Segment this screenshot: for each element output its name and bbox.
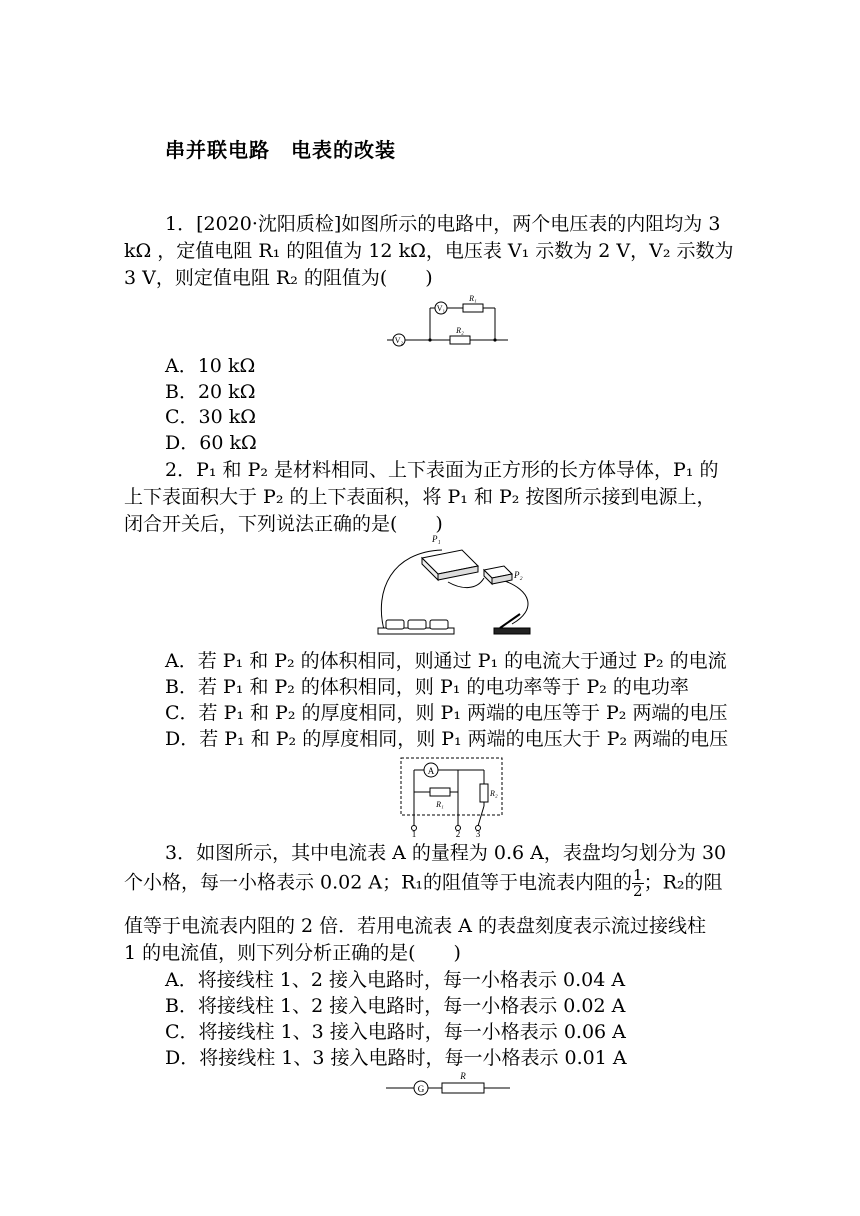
q3-terminal-3: 3 [475, 829, 481, 838]
q3-option-c: C．将接线柱 1、3 接入电路时，每一小格表示 0.06 A [165, 1021, 626, 1043]
q3-fraction-den: 2 [633, 882, 643, 900]
q1-stem-line-1: 1．[2020·沈阳质检]如图所示的电路中，两个电压表的内阻均为 3 [165, 213, 721, 235]
q3-r1-label: R₁ [436, 800, 444, 809]
q1-option-c: C．30 kΩ [165, 406, 257, 428]
q1-stem-line-2: kΩ ，定值电阻 R₁ 的阻值为 12 kΩ，电压表 V₁ 示数为 2 V，V₂ 示数为 [124, 240, 734, 262]
q3-stem-line-2 [124, 868, 723, 899]
q3-r2-label: R₂ [490, 789, 498, 798]
q1-option-b: B．20 kΩ [165, 381, 256, 403]
q2-stem-line-2: 上下表面积大于 P₂ 的上下表面积，将 P₁ 和 P₂ 按图所示接到电源上， [124, 486, 716, 508]
q3-stem-line-2-post: ；R₂的阻 [643, 871, 723, 894]
q1-r2-label: R₂ [456, 326, 464, 335]
q3-stem-line-2-pre: 个小格，每一小格表示 0.02 A；R₁的阻值等于电流表内阻的 [124, 871, 633, 894]
q1-stem-line-3: 3 V，则定值电阻 R₂ 的阻值为( ) [124, 267, 433, 289]
q3-stem-line-4: 1 的电流值，则下列分析正确的是( ) [124, 942, 461, 964]
q1-v2-label: V₂ [394, 336, 404, 345]
q3-terminal-1: 1 [411, 829, 417, 838]
q1-option-d: D．60 kΩ [165, 432, 257, 454]
q2-stem-line-3: 闭合开关后，下列说法正确的是( ) [124, 513, 443, 535]
q2-stem-line-1: 2．P₁ 和 P₂ 是材料相同、上下表面为正方形的长方体导体，P₁ 的 [165, 459, 719, 481]
q3-circuit-figure [398, 756, 508, 838]
q3-option-a: A．将接线柱 1、2 接入电路时，每一小格表示 0.04 A [165, 969, 626, 991]
q3-ammeter-label: A [427, 766, 435, 776]
q2-p1-label: P₁ [432, 534, 441, 544]
page-title: 串并联电路 电表的改装 [165, 138, 396, 162]
q3-option-d: D．将接线柱 1、3 接入电路时，每一小格表示 0.01 A [165, 1047, 627, 1069]
q3-option-b: B．将接线柱 1、2 接入电路时，每一小格表示 0.02 A [165, 995, 626, 1017]
q3-fraction-num: 1 [633, 866, 643, 884]
q2-option-d: D．若 P₁ 和 P₂ 的厚度相同，则 P₁ 两端的电压大于 P₂ 两端的电压 [165, 728, 729, 750]
q2-option-b: B．若 P₁ 和 P₂ 的体积相同，则 P₁ 的电功率等于 P₂ 的电功率 [165, 676, 689, 698]
q2-option-a: A．若 P₁ 和 P₂ 的体积相同，则通过 P₁ 的电流大于通过 P₂ 的电流 [165, 650, 727, 672]
q2-p2-label: P₂ [514, 570, 523, 580]
q3-stem-line-3: 值等于电流表内阻的 2 倍．若用电流表 A 的表盘刻度表示流过接线柱 [124, 915, 706, 937]
q1-v1-label: V₁ [436, 304, 446, 313]
q1-r1-label: R₁ [469, 294, 477, 303]
q3-terminal-2: 2 [455, 829, 461, 838]
q2-option-c: C．若 P₁ 和 P₂ 的厚度相同，则 P₁ 两端的电压等于 P₂ 两端的电压 [165, 702, 728, 724]
bottom-circuit-figure [384, 1068, 514, 1098]
q1-option-a: A．10 kΩ [165, 355, 256, 377]
galvanometer-label: G [417, 1084, 425, 1094]
resistor-label: R [460, 1071, 466, 1081]
q3-stem-line-1: 3．如图所示，其中电流表 A 的量程为 0.6 A，表盘均匀划分为 30 [165, 842, 727, 864]
q2-conductor-figure [372, 530, 542, 642]
q3-fraction [632, 868, 644, 899]
q1-circuit-figure [385, 288, 515, 350]
